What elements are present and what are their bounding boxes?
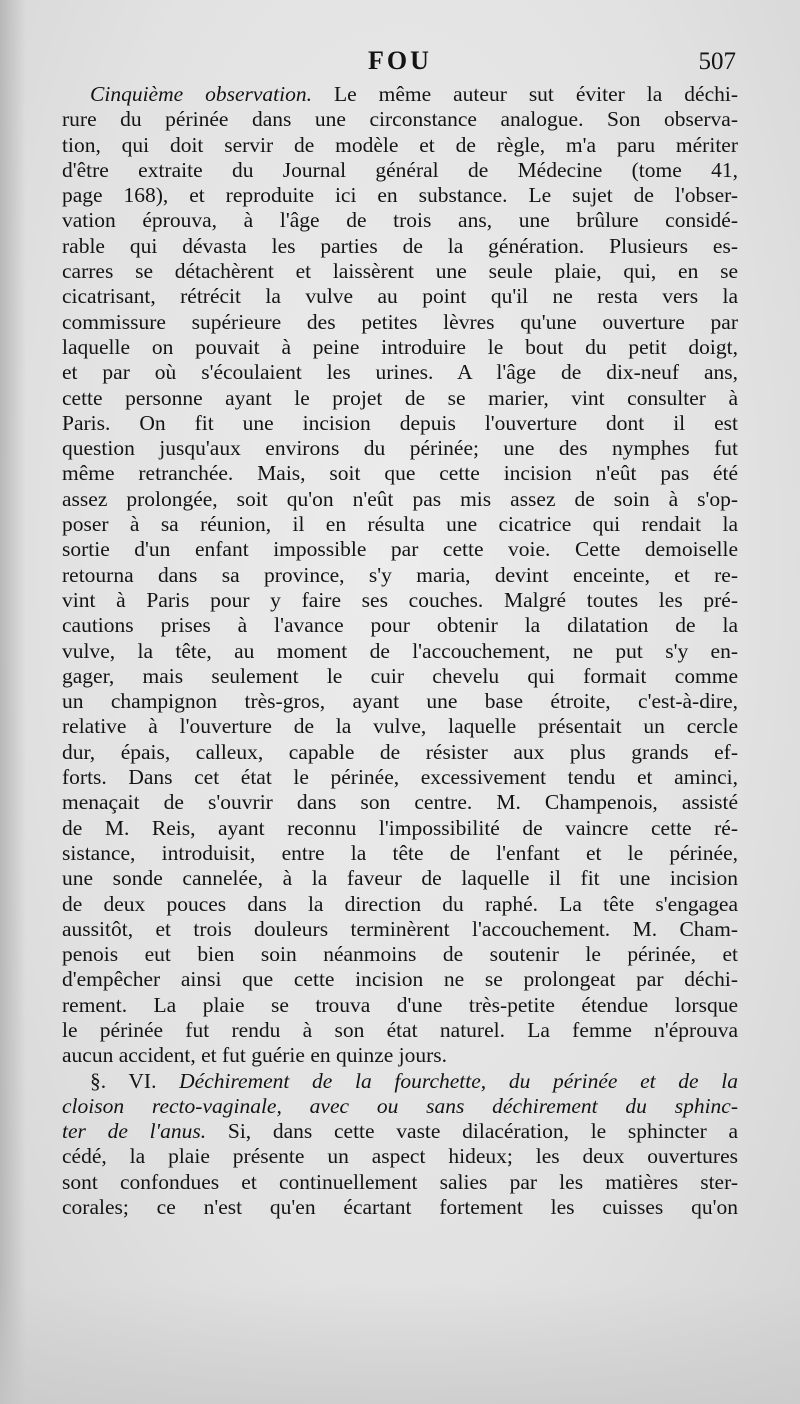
text-line: cédé, la plaie présente un aspect hideux; les deux ouvertures — [62, 1144, 738, 1169]
text-line: et par où s'écoulaient les urines. A l'âge de dix-neuf ans, — [62, 360, 738, 385]
page-number: 507 — [698, 48, 736, 75]
text-line: sistance, introduisit, entre la tête de l'enfant et le périnée, — [62, 840, 738, 865]
text-line: un champignon très-gros, ayant une base étroite, c'est-à-dire, — [62, 689, 738, 714]
text-line: forts. Dans cet état le périnée, excessivement tendu et aminci, — [62, 765, 738, 790]
text-line: aucun accident, et fut guérie en quinze jours. — [62, 1043, 448, 1068]
text-line: de M. Reis, ayant reconnu l'impossibilité de vaincre cette ré- — [62, 815, 738, 840]
text-line: vulve, la tête, au moment de l'accouchement, ne put s'y en- — [62, 638, 738, 663]
text-line: commissure supérieure des petites lèvres qu'une ouverture par — [62, 309, 738, 334]
text-line: rable qui dévasta les parties de la génération. Plusieurs es- — [62, 233, 738, 258]
text-line: carres se détachèrent et laissèrent une seule plaie, qui, en se — [62, 259, 738, 284]
text-line: dur, épais, calleux, capable de résister aux plus grands ef- — [62, 739, 738, 764]
observation-heading: Cinquième observation. — [90, 82, 313, 106]
text-line: même retranchée. Mais, soit que cette incision n'eût pas été — [62, 461, 738, 486]
text-line: d'être extraite du Journal général de Médecine (tome 41, — [62, 157, 738, 182]
text-line: de deux pouces dans la direction du raphé. La tête s'engagea — [62, 891, 738, 916]
text-line: d'empêcher ainsi que cette incision ne se prolongeat par déchi- — [62, 967, 738, 992]
text-line: sont confondues et continuellement salies par les matières ster- — [62, 1169, 738, 1194]
text-line: page 168), et reproduite ici en substance. Le sujet de l'obser- — [62, 183, 738, 208]
text-line: vint à Paris pour y faire ses couches. Malgré toutes les pré- — [62, 587, 738, 612]
section-title: ter de l'anus. — [62, 1119, 207, 1144]
text-line: cautions prises à l'avance pour obtenir la dilatation de la — [62, 613, 738, 638]
text-line: aussitôt, et trois douleurs terminèrent l'accouchement. M. Cham- — [62, 916, 738, 941]
section-title: Déchirement de la fourchette, du périnée et de la — [179, 1068, 738, 1093]
text-line: menaçait de s'ouvrir dans son centre. M. Champenois, assisté — [62, 790, 738, 815]
text-line: vation éprouva, à l'âge de trois ans, une brûlure considé- — [62, 208, 738, 233]
text-line: Paris. On fit une incision depuis l'ouverture dont il est — [62, 410, 738, 435]
text-line: tion, qui doit servir de modèle et de règle, m'a paru mériter — [62, 132, 738, 157]
text-line: retourna dans sa province, s'y maria, devint enceinte, et re- — [62, 562, 738, 587]
text-line: cicatrisant, rétrécit la vulve au point qu'il ne resta vers la — [62, 284, 738, 309]
page-header — [64, 46, 736, 86]
text-line: poser à sa réunion, il en résulta une cicatrice qui rendait la — [62, 512, 738, 537]
gutter-shadow — [0, 0, 26, 1404]
text-line: cette personne ayant le projet de se marier, vint consulter à — [62, 385, 738, 410]
text-line: assez prolongée, soit qu'on n'eût pas mis assez de soin à s'op- — [62, 486, 738, 511]
text-line: rement. La plaie se trouva d'une très-petite étendue lorsque — [62, 992, 738, 1017]
bottom-shadow — [0, 1284, 800, 1404]
section-number: §. VI. — [90, 1068, 157, 1093]
text-line: relative à l'ouverture de la vulve, laquelle présentait un cercle — [62, 714, 738, 739]
text-line: laquelle on pouvait à peine introduire le bout du petit doigt, — [62, 334, 738, 359]
section-heading — [62, 1094, 738, 1119]
text-line: question jusqu'aux environs du périnée; une des nymphes fut — [62, 436, 738, 461]
running-head: FOU — [368, 46, 432, 75]
body-text — [62, 82, 738, 1220]
section-title: cloison recto-vaginale, avec ou sans déchirement du sphinc- — [62, 1093, 738, 1118]
text-line: corales; ce n'est qu'en écartant fortement les cuisses qu'on — [62, 1195, 738, 1220]
text-line: une sonde cannelée, à la faveur de laquelle il fit une incision — [62, 866, 738, 891]
text-line: ter de l'anus. Si, dans cette vaste dilacération, le sphincter a — [62, 1119, 738, 1144]
text-line: penois eut bien soin néanmoins de soutenir le périnée, et — [62, 942, 738, 967]
text-line: rure du périnée dans une circonstance analogue. Son observa- — [62, 107, 738, 132]
text-line: gager, mais seulement le cuir chevelu qui formait comme — [62, 663, 738, 688]
text-line: Cinquième observation. Le même auteur sut éviter la déchi- — [90, 82, 738, 106]
text-line: sortie d'un enfant impossible par cette voie. Cette demoiselle — [62, 537, 738, 562]
text-line: le périnée fut rendu à son état naturel. La femme n'éprouva — [62, 1017, 738, 1042]
section-heading — [62, 1069, 738, 1094]
